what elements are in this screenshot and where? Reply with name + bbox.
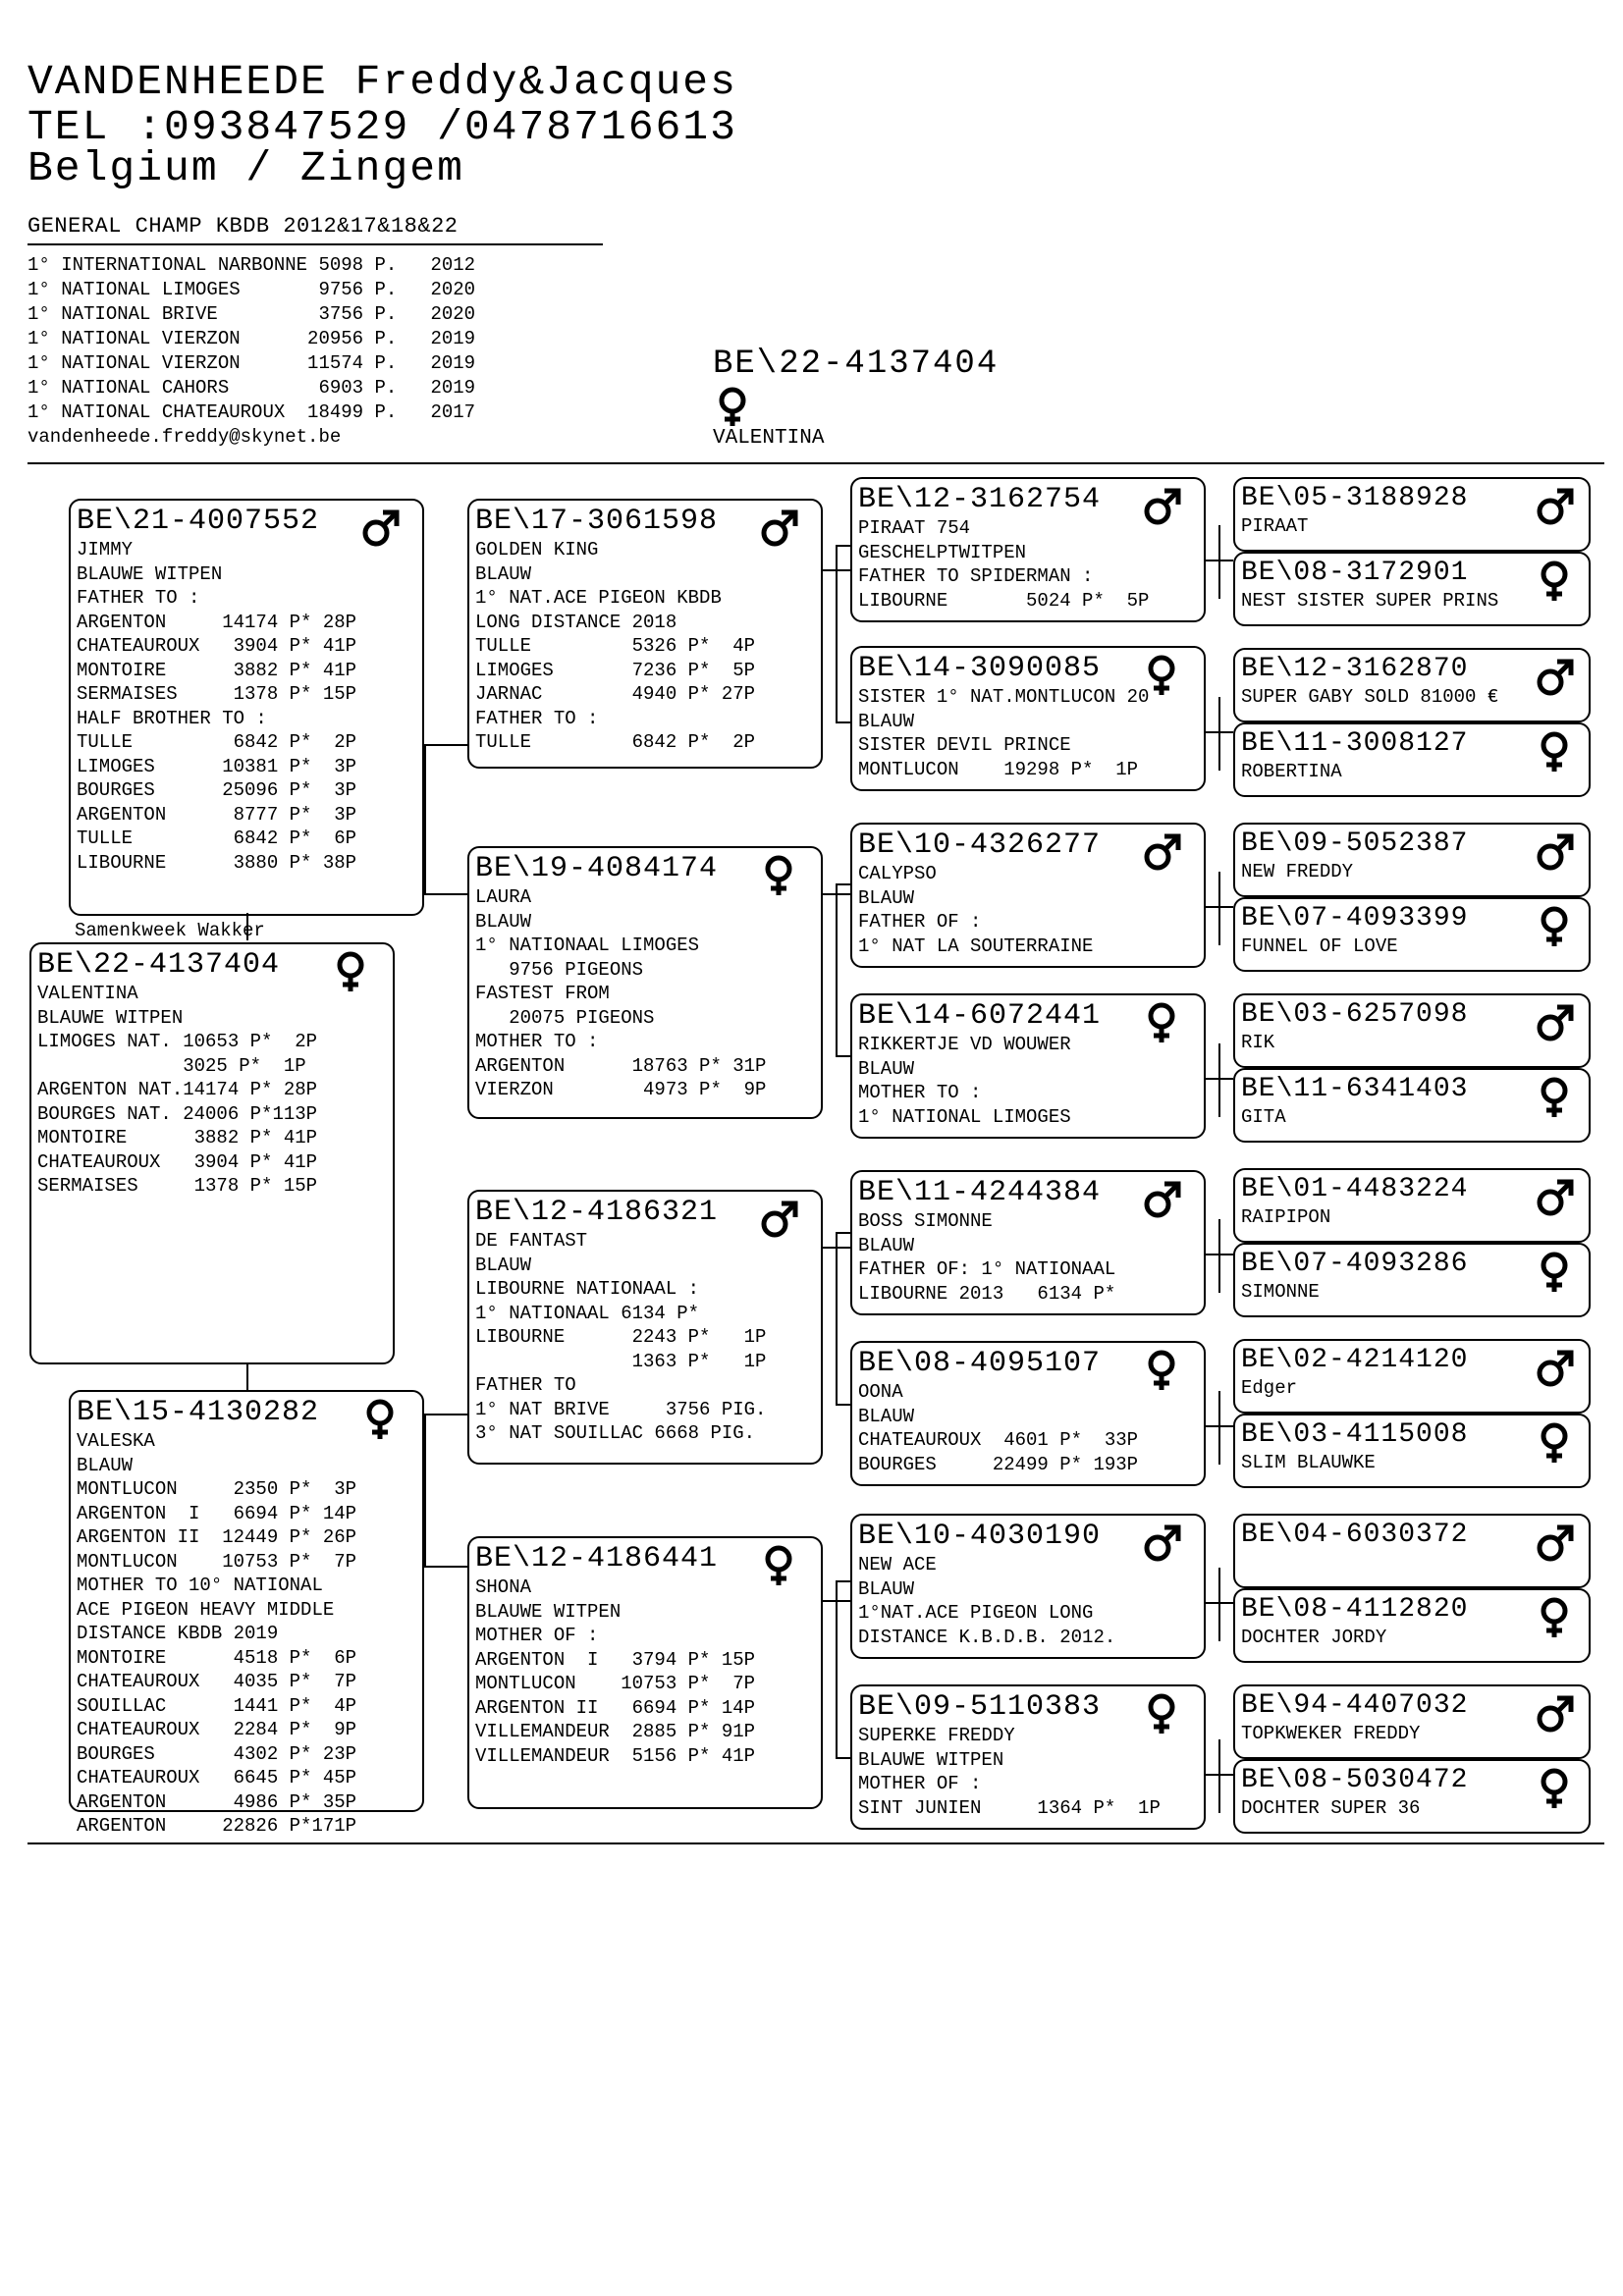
pigeon-card-ff[interactable] <box>467 499 823 769</box>
female-icon <box>1534 1076 1575 1119</box>
ring-number: BE\08-3172901 <box>1241 558 1469 588</box>
pigeon-details: ROBERTINA <box>1241 761 1342 782</box>
pigeon-details: GOLDEN KING BLAUW 1° NAT.ACE PIGEON KBDB LONG DISTANCE 2018 TULLE 5326 P* 4P LIMOGES 7236 P* 5P JARNAC 4940 P* 27P FATHER TO : TULLE 6842 P* 2P <box>475 539 756 753</box>
pigeon-card-mfm[interactable] <box>850 1341 1206 1486</box>
pigeon-card-g13[interactable] <box>1233 1514 1591 1588</box>
connector <box>836 1580 838 1757</box>
connector <box>1206 560 1233 561</box>
connector <box>1206 1425 1233 1427</box>
ring-number: BE\15-4130282 <box>77 1396 320 1429</box>
pigeon-card-mother[interactable] <box>69 1390 424 1837</box>
ring-number: BE\03-6257098 <box>1241 999 1469 1030</box>
connector <box>1218 1391 1220 1465</box>
connector <box>836 1232 850 1234</box>
female-icon <box>1141 1001 1182 1044</box>
connector <box>424 744 467 746</box>
female-icon <box>1141 1349 1182 1392</box>
ring-number: BE\05-3188928 <box>1241 483 1469 513</box>
result-line: 1° NATIONAL VIERZON 20956 P. 2019 <box>27 328 476 349</box>
pigeon-card-g10[interactable] <box>1233 1243 1591 1317</box>
champion-title: GENERAL CHAMP KBDB 2012&17&18&22 <box>27 214 459 239</box>
pigeon-details: CALYPSO BLAUW FATHER OF : 1° NAT LA SOUTERRAINE <box>858 863 1094 957</box>
ring-number: BE\07-4093399 <box>1241 903 1469 934</box>
result-line: 1° NATIONAL VIERZON 11574 P. 2019 <box>27 352 476 374</box>
pigeon-details: NEW ACE BLAUW 1°NAT.ACE PIGEON LONG DISTANCE K.B.D.B. 2012. <box>858 1554 1116 1648</box>
female-icon <box>758 1544 799 1587</box>
ring-number: BE\12-3162870 <box>1241 654 1469 684</box>
connector <box>1218 1739 1220 1813</box>
connector <box>424 1414 467 1415</box>
female-icon <box>330 950 371 993</box>
female-icon <box>1141 1692 1182 1735</box>
male-icon <box>1534 656 1575 699</box>
ring-number: BE\11-6341403 <box>1241 1074 1469 1104</box>
pigeon-card-father[interactable] <box>69 499 424 916</box>
pigeon-card-fm[interactable] <box>467 846 823 1119</box>
pigeon-card-mm[interactable] <box>467 1536 823 1809</box>
connector <box>1218 1219 1220 1293</box>
pigeon-details: GITA <box>1241 1106 1286 1128</box>
pigeon-details: SLIM BLAUWKE <box>1241 1452 1376 1473</box>
connector <box>1206 1774 1233 1776</box>
connector <box>1206 731 1233 733</box>
male-icon <box>1141 1522 1182 1565</box>
pigeon-card-g1[interactable] <box>1233 477 1591 552</box>
pigeon-card-g4[interactable] <box>1233 722 1591 797</box>
pigeon-details: DE FANTAST BLAUW LIBOURNE NATIONAAL : 1° NATIONAAL 6134 P* LIBOURNE 2243 P* 1P 1363 P* 1P FATHER TO 1° NAT BRIVE 3756 PIG. 3° NAT SOUILLAC 6668 PIG. <box>475 1230 767 1444</box>
breeder-name: VANDENHEEDE Freddy&Jacques <box>27 58 737 106</box>
ring-number: BE\08-5030472 <box>1241 1765 1469 1795</box>
female-icon <box>1534 1251 1575 1294</box>
connector <box>424 1566 467 1568</box>
ring-number: BE\12-4186441 <box>475 1542 719 1575</box>
connector <box>1218 1043 1220 1117</box>
female-icon <box>1534 1767 1575 1810</box>
male-icon <box>758 507 799 550</box>
ring-number: BE\02-4214120 <box>1241 1345 1469 1375</box>
result-line: 1° NATIONAL CAHORS 6903 P. 2019 <box>27 377 476 399</box>
male-icon <box>1534 1692 1575 1735</box>
connector <box>1218 1568 1220 1641</box>
connector <box>424 893 467 895</box>
pigeon-details: OONA BLAUW CHATEAUROUX 4601 P* 33P BOURGES 22499 P* 193P <box>858 1381 1139 1475</box>
ring-number: BE\01-4483224 <box>1241 1174 1469 1204</box>
pigeon-details: JIMMY BLAUWE WITPEN FATHER TO : ARGENTON 14174 P* 28P CHATEAUROUX 3904 P* 41P MONTOIRE 3882 P* 41P SERMAISES 1378 P* 15P HALF BROTHER TO : TULLE 6842 P* 2P LIMOGES 10381 P* 3P BOURGES 25096 P* 3P ARGENTON 8777 P* 3P TULLE 6842 P* 6P LIBOURNE 3880 P* 38P <box>77 539 357 874</box>
pigeon-card-g8[interactable] <box>1233 1068 1591 1143</box>
female-icon <box>1534 1596 1575 1639</box>
female-icon <box>758 854 799 897</box>
pigeon-details: SUPER GABY SOLD 81000 € <box>1241 686 1499 708</box>
female-icon <box>1534 560 1575 603</box>
male-icon <box>1534 1001 1575 1044</box>
male-icon <box>1534 1176 1575 1219</box>
pigeon-card-g5[interactable] <box>1233 823 1591 897</box>
subject-ring: BE\22-4137404 <box>713 346 1000 383</box>
pigeon-details: DOCHTER SUPER 36 <box>1241 1797 1421 1819</box>
subject-name: VALENTINA <box>713 427 825 450</box>
female-icon <box>1534 905 1575 948</box>
breeder-location: Belgium / Zingem <box>27 144 464 192</box>
connector <box>1206 1254 1233 1255</box>
connector <box>836 1757 850 1759</box>
pigeon-details: NEST SISTER SUPER PRINS <box>1241 590 1499 612</box>
pigeon-details: PIRAAT <box>1241 515 1309 537</box>
pigeon-card-mff[interactable] <box>850 1170 1206 1315</box>
connector <box>1206 906 1233 908</box>
pigeon-details: VALESKA BLAUW MONTLUCON 2350 P* 3P ARGENTON I 6694 P* 14P ARGENTON II 12449 P* 26P MONTLUCON 10753 P* 7P MOTHER TO 10° NATIONAL ACE PIGEON HEAVY MIDDLE DISTANCE KBDB 2019 MONTOIRE 4518 P* 6P CHATEAUROUX 4035 P* 7P SOUILLAC 1441 P* 4P CHATEAUROUX 2284 P* 9P BOURGES 4302 P* 23P CHATEAUROUX 6645 P* 45P ARGENTON 4986 P* 35P ARGENTON 22826 P*171P <box>77 1430 357 1837</box>
female-icon <box>359 1398 401 1441</box>
breeder-note: Samenkweek Wakker <box>75 920 265 941</box>
ring-number: BE\04-6030372 <box>1241 1520 1469 1550</box>
connector <box>836 721 850 723</box>
male-icon <box>1534 1522 1575 1565</box>
male-icon <box>1534 485 1575 528</box>
pigeon-card-fmf[interactable] <box>850 823 1206 968</box>
pigeon-card-g12[interactable] <box>1233 1414 1591 1488</box>
female-icon <box>713 385 752 428</box>
pigeon-details: FUNNEL OF LOVE <box>1241 935 1398 957</box>
ring-number: BE\11-3008127 <box>1241 728 1469 759</box>
pigeon-card-fff[interactable] <box>850 477 1206 622</box>
result-line: 1° NATIONAL CHATEAUROUX 18499 P. 2017 <box>27 401 476 423</box>
pigeon-card-fmm[interactable] <box>850 993 1206 1139</box>
pigeon-card-mmf[interactable] <box>850 1514 1206 1659</box>
connector <box>1206 1078 1233 1080</box>
connector <box>836 1055 850 1057</box>
connector <box>1206 1602 1233 1604</box>
pigeon-card-g15[interactable] <box>1233 1684 1591 1759</box>
pigeon-card-g14[interactable] <box>1233 1588 1591 1663</box>
female-icon <box>1534 1421 1575 1465</box>
pigeon-details: SHONA BLAUWE WITPEN MOTHER OF : ARGENTON I 3794 P* 15P MONTLUCON 10753 P* 7P ARGENTON II 6694 P* 14P VILLEMANDEUR 2885 P* 91P VILLEMANDEUR 5156 P* 41P <box>475 1576 756 1767</box>
footer-divider <box>27 1842 1604 1844</box>
connector <box>424 1414 426 1566</box>
connector <box>836 1580 850 1582</box>
connector <box>424 744 426 893</box>
ring-number: BE\09-5052387 <box>1241 828 1469 859</box>
pigeon-details: NEW FREDDY <box>1241 861 1354 882</box>
pigeon-details: DOCHTER JORDY <box>1241 1627 1387 1648</box>
pigeon-card-g7[interactable] <box>1233 993 1591 1068</box>
pigeon-card-g6[interactable] <box>1233 897 1591 972</box>
pigeon-card-ffm[interactable] <box>850 646 1206 791</box>
pigeon-card-g2[interactable] <box>1233 552 1591 626</box>
male-icon <box>359 507 401 550</box>
breeder-phone: TEL :093847529 /0478716613 <box>27 103 737 151</box>
ring-number: BE\17-3061598 <box>475 505 719 538</box>
connector <box>836 1404 850 1406</box>
ring-number: BE\19-4084174 <box>475 852 719 885</box>
ring-number: BE\11-4244384 <box>858 1176 1102 1209</box>
ring-number: BE\12-3162754 <box>858 483 1102 516</box>
pigeon-card-g16[interactable] <box>1233 1759 1591 1834</box>
pigeon-details: PIRAAT 754 GESCHELPTWITPEN FATHER TO SPIDERMAN : LIBOURNE 5024 P* 5P <box>858 517 1150 612</box>
pigeon-details: BOSS SIMONNE BLAUW FATHER OF: 1° NATIONAAL LIBOURNE 2013 6134 P* <box>858 1210 1116 1305</box>
pigeon-details: SIMONNE <box>1241 1281 1320 1303</box>
ring-number: BE\09-5110383 <box>858 1690 1102 1724</box>
header-divider <box>27 462 1604 464</box>
pigeon-details: RIK <box>1241 1032 1275 1053</box>
pigeon-card-g11[interactable] <box>1233 1339 1591 1414</box>
male-icon <box>1534 1347 1575 1390</box>
pigeon-details: SISTER 1° NAT.MONTLUCON 20 BLAUW SISTER DEVIL PRINCE MONTLUCON 19298 P* 1P <box>858 686 1150 780</box>
connector <box>246 1364 248 1390</box>
ring-number: BE\14-3090085 <box>858 652 1102 685</box>
pigeon-details: VALENTINA BLAUWE WITPEN LIMOGES NAT. 10653 P* 2P 3025 P* 1P ARGENTON NAT.14174 P* 28P BOURGES NAT. 24006 P*113P MONTOIRE 3882 P* 41P CHATEAUROUX 3904 P* 41P SERMAISES 1378 P* 15P <box>37 983 318 1197</box>
ring-number: BE\12-4186321 <box>475 1196 719 1229</box>
connector <box>836 1232 838 1404</box>
ring-number: BE\10-4326277 <box>858 828 1102 862</box>
results-list <box>27 253 475 425</box>
female-icon <box>1534 730 1575 774</box>
connector <box>836 883 850 885</box>
connector <box>1218 525 1220 599</box>
pigeon-details: RIKKERTJE VD WOUWER BLAUW MOTHER TO : 1° NATIONAL LIMOGES <box>858 1034 1071 1128</box>
champion-underline <box>27 243 603 245</box>
result-line: 1° NATIONAL LIMOGES 9756 P. 2020 <box>27 279 476 300</box>
connector <box>246 913 248 940</box>
ring-number: BE\22-4137404 <box>37 948 281 982</box>
ring-number: BE\94-4407032 <box>1241 1690 1469 1721</box>
pigeon-card-g3[interactable] <box>1233 648 1591 722</box>
pigeon-details: LAURA BLAUW 1° NATIONAAL LIMOGES 9756 PIGEONS FASTEST FROM 20075 PIGEONS MOTHER TO : ARGENTON 18763 P* 31P VIERZON 4973 P* 9P <box>475 886 767 1100</box>
ring-number: BE\10-4030190 <box>858 1520 1102 1553</box>
connector <box>1218 872 1220 945</box>
ring-number: BE\08-4112820 <box>1241 1594 1469 1625</box>
connector <box>836 545 838 721</box>
pigeon-details: RAIPIPON <box>1241 1206 1331 1228</box>
ring-number: BE\03-4115008 <box>1241 1419 1469 1450</box>
connector <box>1218 697 1220 771</box>
pigeon-details: Edger <box>1241 1377 1298 1399</box>
pigeon-card-mf[interactable] <box>467 1190 823 1465</box>
connector <box>836 883 838 1055</box>
ring-number: BE\07-4093286 <box>1241 1249 1469 1279</box>
pigeon-details: TOPKWEKER FREDDY <box>1241 1723 1421 1744</box>
pigeon-card-mmm[interactable] <box>850 1684 1206 1830</box>
ring-number: BE\08-4095107 <box>858 1347 1102 1380</box>
pigeon-details: SUPERKE FREDDY BLAUWE WITPEN MOTHER OF : SINT JUNIEN 1364 P* 1P <box>858 1725 1161 1819</box>
pigeon-card-g9[interactable] <box>1233 1168 1591 1243</box>
pigeon-card-subject[interactable] <box>29 942 395 1364</box>
male-icon <box>1141 485 1182 528</box>
result-line: 1° NATIONAL BRIVE 3756 P. 2020 <box>27 303 476 325</box>
ring-number: BE\21-4007552 <box>77 505 320 538</box>
male-icon <box>1534 830 1575 874</box>
connector <box>836 545 850 547</box>
male-icon <box>758 1198 799 1241</box>
female-icon <box>1141 654 1182 697</box>
email: vandenheede.freddy@skynet.be <box>27 426 342 448</box>
male-icon <box>1141 830 1182 874</box>
ring-number: BE\14-6072441 <box>858 999 1102 1033</box>
result-line: 1° INTERNATIONAL NARBONNE 5098 P. 2012 <box>27 254 476 276</box>
male-icon <box>1141 1178 1182 1221</box>
